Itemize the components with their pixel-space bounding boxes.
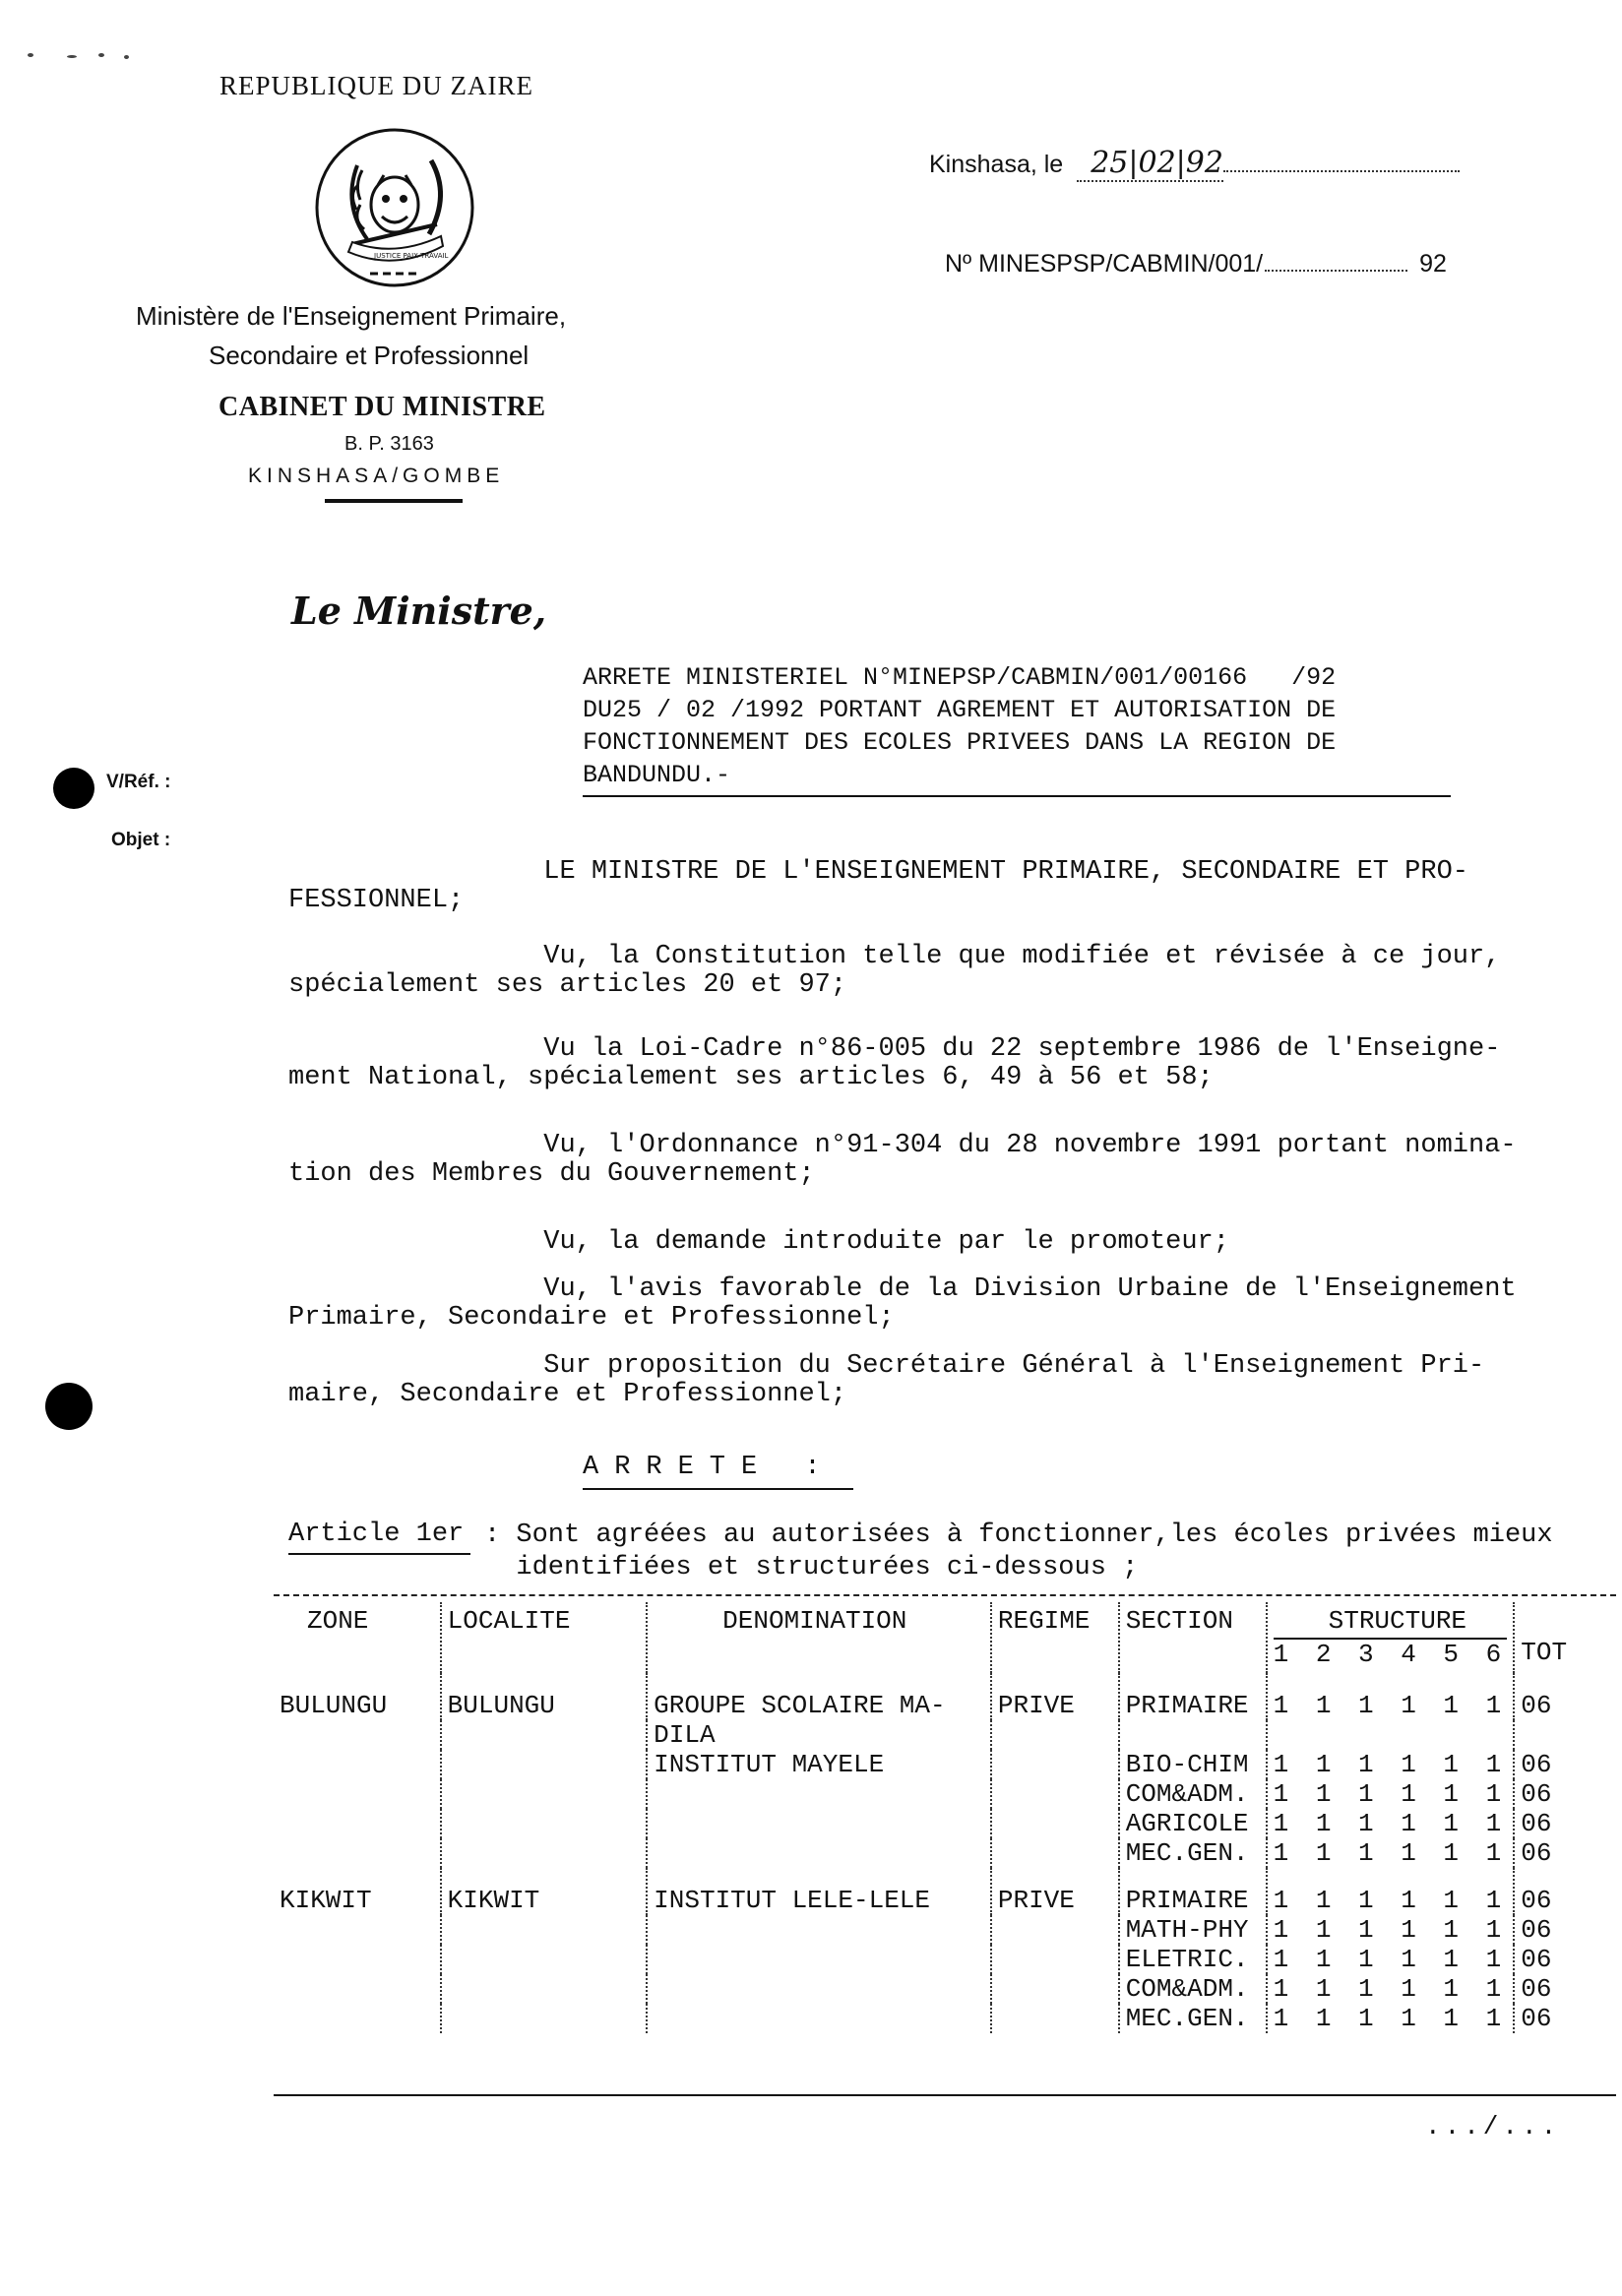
- paragraph-constitution: Vu, la Constitution telle que modifiée et révisée à ce jour, spécialement ses articles 20 et 97;: [288, 942, 1501, 1000]
- cell-regime: [991, 1838, 1119, 1868]
- cell-denomination: INSTITUT MAYELE: [647, 1750, 991, 1779]
- scan-speck: [67, 55, 77, 58]
- reference-prefix: Nº MINESPSP/CABMIN/001/: [945, 250, 1264, 278]
- cell-localite: KIKWIT: [441, 1868, 648, 1915]
- cell-localite: BULUNGU: [441, 1673, 648, 1720]
- postal-box: B. P. 3163: [344, 433, 434, 455]
- cell-localite: [441, 1750, 648, 1779]
- header-regime: REGIME: [991, 1602, 1119, 1673]
- cell-section: PRIMAIRE: [1119, 1673, 1267, 1720]
- subject-label: Objet :: [111, 830, 171, 850]
- article-label: Article 1er: [288, 1520, 465, 1549]
- scan-speck: [28, 53, 33, 57]
- schools-table: [274, 1602, 1614, 2033]
- cell-tot: 06: [1514, 1974, 1614, 2004]
- cell-tot: 06: [1514, 1779, 1614, 1809]
- cell-section: MEC.GEN.: [1119, 1838, 1267, 1868]
- table-row: [274, 1720, 1614, 1750]
- cell-tot: 06: [1514, 1915, 1614, 1945]
- city-underline: [325, 499, 463, 503]
- date-value: 25|02|92: [1077, 146, 1223, 182]
- cell-denomination: [647, 1974, 991, 2004]
- cell-denomination: INSTITUT LELE-LELE: [647, 1868, 991, 1915]
- cell-tot: 06: [1514, 1868, 1614, 1915]
- cell-denomination: [647, 1945, 991, 1974]
- cell-structure: 1 1 1 1 1 1: [1267, 1750, 1515, 1779]
- cell-section: COM&ADM.: [1119, 1974, 1267, 2004]
- reference-number: [945, 250, 1447, 279]
- decree-title: ARRETE MINISTERIEL N°MINEPSP/CABMIN/001/00166 /92 DU25 / 02 /1992 PORTANT AGREMENT ET AUTORISATION DE FONCTIONNEMENT DES ECOLES PRIVEES DANS LA REGION DE BANDUNDU.-: [583, 663, 1337, 789]
- cell-section: AGRICOLE: [1119, 1809, 1267, 1838]
- continuation-marker: .../...: [1425, 2112, 1561, 2141]
- date-line: [929, 146, 1460, 182]
- cell-zone: [274, 1779, 441, 1809]
- cell-tot: 06: [1514, 1809, 1614, 1838]
- cell-regime: [991, 1915, 1119, 1945]
- table-bottom-rule: [274, 2094, 1616, 2096]
- cell-denomination: [647, 1809, 991, 1838]
- cell-structure: 1 1 1 1 1 1: [1267, 1779, 1515, 1809]
- header-section: SECTION: [1119, 1602, 1267, 1673]
- punch-hole-mark: [53, 768, 94, 809]
- cell-structure: 1 1 1 1 1 1: [1267, 1945, 1515, 1974]
- cell-zone: [274, 1750, 441, 1779]
- paragraph-demande: Vu, la demande introduite par le promoteur;: [288, 1227, 1229, 1257]
- table-row: [274, 1779, 1614, 1809]
- cell-zone: [274, 1945, 441, 1974]
- table-row: [274, 1838, 1614, 1868]
- arrete-heading-underline: [583, 1488, 853, 1490]
- article-label-underline: [288, 1553, 470, 1555]
- cell-zone: [274, 1838, 441, 1868]
- cell-section: PRIMAIRE: [1119, 1868, 1267, 1915]
- cell-localite: [441, 1809, 648, 1838]
- scan-speck: [124, 55, 129, 59]
- reference-suffix: 92: [1419, 250, 1447, 278]
- cell-regime: PRIVE: [991, 1868, 1119, 1915]
- cell-tot: 06: [1514, 1673, 1614, 1720]
- cell-structure: [1267, 1720, 1515, 1750]
- cell-tot: 06: [1514, 1838, 1614, 1868]
- table-row: [274, 1809, 1614, 1838]
- article-text: : Sont agréées au autorisées à fonctionner,les écoles privées mieux identifiées et structurées ci-dessous ;: [484, 1520, 1553, 1582]
- cell-tot: [1514, 1720, 1614, 1750]
- table-row: [274, 2004, 1614, 2033]
- cell-denomination: [647, 1915, 991, 1945]
- table-row: [274, 1974, 1614, 2004]
- cell-regime: PRIVE: [991, 1673, 1119, 1720]
- header-zone: ZONE: [307, 1606, 369, 1636]
- table-row: [274, 1750, 1614, 1779]
- paragraph-ordonnance: Vu, l'Ordonnance n°91-304 du 28 novembre 1991 portant nomina- tion des Membres du Gouvernement;: [288, 1131, 1517, 1189]
- table-row: [274, 1945, 1614, 1974]
- paragraph-minister: LE MINISTRE DE L'ENSEIGNEMENT PRIMAIRE, SECONDAIRE ET PRO- FESSIONNEL;: [288, 857, 1468, 915]
- header-denomination: DENOMINATION: [647, 1602, 991, 1673]
- cell-regime: [991, 2004, 1119, 2033]
- republic-heading: REPUBLIQUE DU ZAIRE: [219, 71, 533, 100]
- table-row: [274, 1915, 1614, 1945]
- header-tot-label: TOT: [1521, 1638, 1568, 1667]
- table-row: [274, 1673, 1614, 1720]
- cell-section: BIO-CHIM: [1119, 1750, 1267, 1779]
- cell-zone: [274, 1915, 441, 1945]
- cell-regime: [991, 1809, 1119, 1838]
- cell-section: [1119, 1720, 1267, 1750]
- table-row: [274, 1868, 1614, 1915]
- cell-structure: 1 1 1 1 1 1: [1267, 1915, 1515, 1945]
- cell-denomination: [647, 1838, 991, 1868]
- ministry-name-line2: Secondaire et Professionnel: [209, 341, 530, 370]
- cell-zone: KIKWIT: [280, 1886, 372, 1915]
- header-structure: [1267, 1602, 1515, 1673]
- cell-denomination: GROUPE SCOLAIRE MA-: [647, 1673, 991, 1720]
- cell-zone: BULUNGU: [280, 1691, 388, 1720]
- cell-regime: [991, 1779, 1119, 1809]
- cell-structure: 1 1 1 1 1 1: [1267, 1809, 1515, 1838]
- cell-regime: [991, 1974, 1119, 2004]
- city-line: KINSHASA/GOMBE: [248, 465, 505, 487]
- decree-title-underline: [583, 795, 1451, 797]
- paragraph-loi-cadre: Vu la Loi-Cadre n°86-005 du 22 septembre 1986 de l'Enseigne- ment National, spécialement ses articles 6, 49 à 56 et 58;: [288, 1034, 1501, 1092]
- date-label: Kinshasa, le: [929, 151, 1064, 178]
- header-structure-label: STRUCTURE: [1328, 1606, 1467, 1636]
- cell-localite: [441, 1838, 648, 1868]
- cell-localite: [441, 1915, 648, 1945]
- header-structure-years: 1 2 3 4 5 6: [1273, 1640, 1508, 1669]
- cell-zone: [274, 1974, 441, 2004]
- cell-localite: [441, 2004, 648, 2033]
- cell-section: COM&ADM.: [1119, 1779, 1267, 1809]
- table-top-dashed-rule: [274, 1594, 1616, 1596]
- cell-zone: [274, 1809, 441, 1838]
- cabinet-heading: CABINET DU MINISTRE: [218, 392, 546, 422]
- cell-zone: [274, 2004, 441, 2033]
- cell-localite: [441, 1779, 648, 1809]
- cell-structure: 1 1 1 1 1 1: [1267, 1673, 1515, 1720]
- cell-localite: [441, 1974, 648, 2004]
- cell-section: MATH-PHY: [1119, 1915, 1267, 1945]
- cell-denomination: [647, 2004, 991, 2033]
- ministry-name-line1: Ministère de l'Enseignement Primaire,: [136, 301, 567, 331]
- table-header-row: [274, 1602, 1614, 1673]
- header-localite: LOCALITE: [441, 1602, 648, 1673]
- svg-text:JUSTICE PAIX TRAVAIL: JUSTICE PAIX TRAVAIL: [374, 252, 449, 260]
- reference-dotted-fill: [1265, 270, 1407, 272]
- your-reference-label: V/Réf. :: [106, 772, 171, 792]
- cell-localite: [441, 1945, 648, 1974]
- cell-structure: 1 1 1 1 1 1: [1267, 2004, 1515, 2033]
- cell-localite: [441, 1720, 648, 1750]
- punch-hole-mark: [45, 1383, 93, 1430]
- paragraph-avis: Vu, l'avis favorable de la Division Urbaine de l'Enseignement Primaire, Secondaire et Professionnel;: [288, 1274, 1517, 1333]
- header-tot: [1514, 1602, 1614, 1673]
- cell-regime: [991, 1750, 1119, 1779]
- cell-denomination: DILA: [647, 1720, 991, 1750]
- cell-tot: 06: [1514, 1750, 1614, 1779]
- cell-structure: 1 1 1 1 1 1: [1267, 1974, 1515, 2004]
- date-dotted-fill: [1223, 170, 1460, 172]
- cell-section: MEC.GEN.: [1119, 2004, 1267, 2033]
- cell-tot: 06: [1514, 2004, 1614, 2033]
- arrete-heading: ARRETE :: [583, 1453, 837, 1482]
- national-emblem-logo: [313, 126, 476, 289]
- cell-structure: 1 1 1 1 1 1: [1267, 1868, 1515, 1915]
- signatory-heading: Le Ministre,: [291, 589, 547, 633]
- cell-regime: [991, 1945, 1119, 1974]
- cell-section: ELETRIC.: [1119, 1945, 1267, 1974]
- scan-speck: [98, 53, 104, 57]
- cell-denomination: [647, 1779, 991, 1809]
- cell-tot: 06: [1514, 1945, 1614, 1974]
- cell-regime: [991, 1720, 1119, 1750]
- cell-zone: [274, 1720, 441, 1750]
- paragraph-proposition: Sur proposition du Secrétaire Général à l'Enseignement Pri- maire, Secondaire et Professionnel;: [288, 1351, 1485, 1409]
- cell-structure: 1 1 1 1 1 1: [1267, 1838, 1515, 1868]
